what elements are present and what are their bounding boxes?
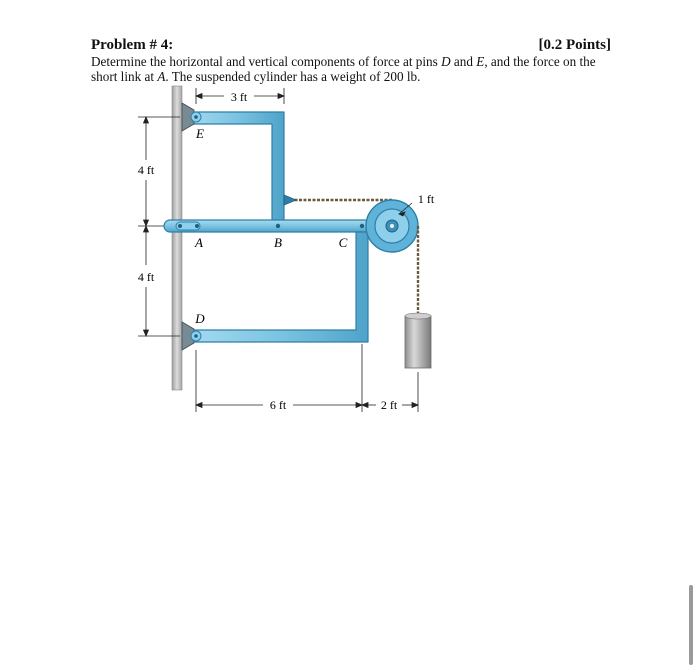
statement-segment: and	[450, 54, 477, 69]
rope-attachment	[284, 195, 296, 205]
points-label: [0.2 Points]	[538, 37, 611, 53]
dim-left-upper-label: 4 ft	[137, 163, 155, 177]
label-a: A	[195, 235, 203, 250]
dim-top-label: 3 ft	[230, 90, 248, 104]
wall	[172, 86, 182, 390]
pin-c	[360, 224, 364, 228]
scrollbar[interactable]	[689, 585, 693, 665]
pin-d	[182, 322, 201, 350]
dim-bottom-right-label: 2 ft	[380, 398, 398, 412]
label-e: E	[196, 126, 204, 141]
statement-segment: E	[476, 54, 485, 69]
problem-title: Problem # 4:	[91, 37, 174, 53]
label-d: D	[195, 311, 205, 326]
statement-segment: Determine the horizontal and vertical components of force at pins	[91, 54, 442, 69]
link-a	[176, 222, 200, 230]
statement-segment: A	[157, 69, 166, 84]
pin-b	[276, 224, 280, 228]
statement-segment: . The suspended cylinder has a weight of 200 lb.	[165, 69, 421, 84]
statement-segment: , and the force on the short link at	[91, 54, 596, 84]
suspended-cylinder	[405, 313, 431, 368]
dim-left-lower-label: 4 ft	[137, 270, 155, 284]
statement-segment: D	[441, 54, 451, 69]
dim-pulley-label: 1 ft	[417, 192, 435, 206]
label-c: C	[338, 235, 348, 250]
pulley	[366, 200, 418, 252]
dim-bottom-left-label: 6 ft	[269, 398, 287, 412]
label-b: B	[274, 235, 282, 250]
